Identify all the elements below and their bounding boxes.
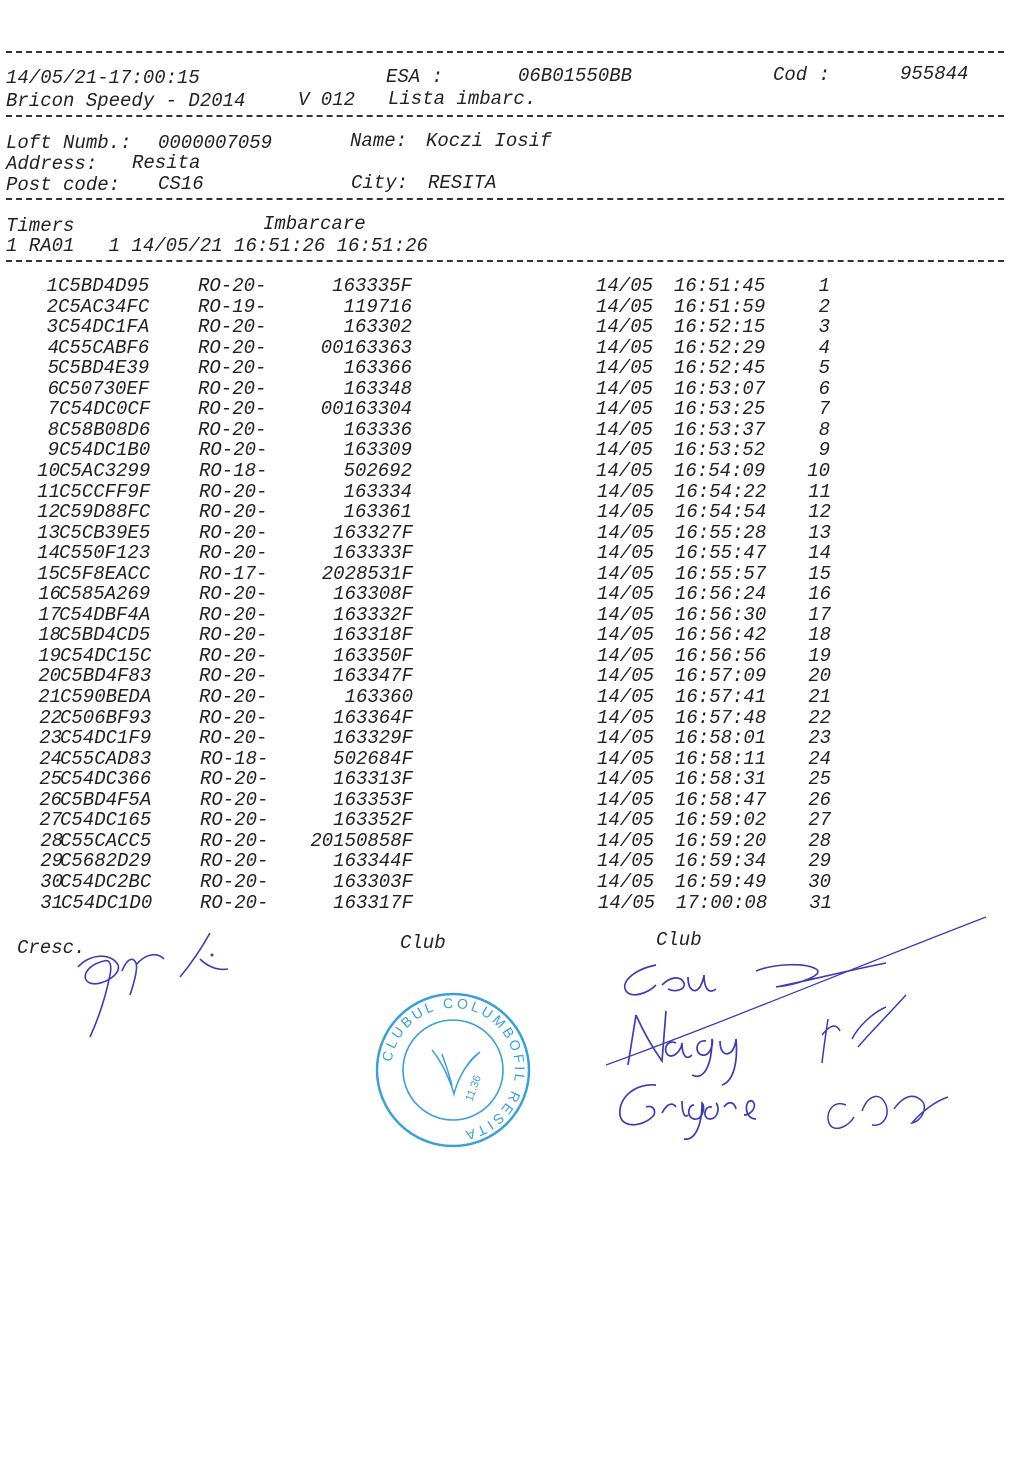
table-row xyxy=(0,338,1024,358)
arrival-date: 14/05 xyxy=(597,789,655,811)
ring-country-year: RO-20- xyxy=(198,357,267,379)
arrival-time: 16:53:37 xyxy=(674,419,766,441)
ring-country-year: RO-20- xyxy=(199,604,268,626)
stamp-code: 11.36 xyxy=(463,1073,484,1104)
chip-id: C54DC1B0 xyxy=(59,439,151,461)
ring-number: 163336 xyxy=(343,419,412,441)
arrival-order: 9 xyxy=(818,439,830,461)
arrival-time: 16:54:22 xyxy=(675,481,767,503)
device-version: V 012 xyxy=(298,89,356,111)
chip-id: C59D88FC xyxy=(59,501,151,523)
chip-id: C54DC165 xyxy=(60,809,152,831)
ring-country-year: RO-18- xyxy=(199,460,268,482)
arrival-time: 16:53:52 xyxy=(674,439,766,461)
arrival-order: 3 xyxy=(818,316,830,338)
club-label: Club xyxy=(400,932,446,954)
arrival-time: 16:55:47 xyxy=(675,542,767,564)
ring-country-year: RO-20- xyxy=(199,686,268,708)
row-index: 5 xyxy=(47,357,59,379)
ring-number: 00163363 xyxy=(320,337,412,359)
ring-number: 502692 xyxy=(343,460,412,482)
arrival-time: 17:00:08 xyxy=(676,892,768,914)
row-index: 10 xyxy=(37,460,60,482)
ring-country-year: RO-20- xyxy=(198,316,267,338)
ring-country-year: RO-18- xyxy=(200,748,269,770)
arrival-date: 14/05 xyxy=(597,501,655,523)
ring-country-year: RO-20- xyxy=(199,542,268,564)
arrival-time: 16:57:41 xyxy=(675,686,767,708)
table-row xyxy=(0,605,1024,625)
arrival-order: 5 xyxy=(818,357,830,379)
arrival-order: 7 xyxy=(818,398,830,420)
loft-label: Loft Numb.: xyxy=(6,132,132,154)
table-row xyxy=(0,769,1024,789)
arrival-order: 21 xyxy=(808,686,831,708)
owner-name: Koczi Iosif xyxy=(426,130,552,152)
arrival-time: 16:52:15 xyxy=(674,316,766,338)
committee-signatures xyxy=(596,915,996,1165)
stamp-text: CLUBUL COLUMBOFIL RESITA xyxy=(378,994,529,1145)
table-row xyxy=(0,297,1024,317)
arrival-date: 14/05 xyxy=(596,398,654,420)
row-index: 15 xyxy=(37,563,60,585)
ring-number: 00163304 xyxy=(320,398,412,420)
club-stamp xyxy=(372,990,534,1150)
ring-country-year: RO-20- xyxy=(199,727,268,749)
chip-id: C550F123 xyxy=(59,542,151,564)
row-index: 31 xyxy=(40,892,63,914)
ring-country-year: RO-20- xyxy=(198,419,267,441)
row-index: 14 xyxy=(37,542,60,564)
arrival-time: 16:51:45 xyxy=(674,275,766,297)
table-row xyxy=(0,666,1024,686)
chip-id: C5BD4CD5 xyxy=(59,624,151,646)
arrival-date: 14/05 xyxy=(597,748,655,770)
ring-number: 119716 xyxy=(343,296,412,318)
row-index: 16 xyxy=(38,583,61,605)
arrival-date: 14/05 xyxy=(597,830,655,852)
table-row xyxy=(0,872,1024,892)
arrival-order: 26 xyxy=(808,789,831,811)
chip-id: C54DC366 xyxy=(60,768,152,790)
table-row xyxy=(0,790,1024,810)
ring-number: 163318F xyxy=(333,624,413,646)
row-index: 20 xyxy=(38,665,61,687)
table-row xyxy=(0,379,1024,399)
ring-country-year: RO-20- xyxy=(198,275,267,297)
list-title: Lista imbarc. xyxy=(388,88,537,110)
ring-country-year: RO-19- xyxy=(198,296,267,318)
ring-country-year: RO-20- xyxy=(198,337,267,359)
ring-country-year: RO-20- xyxy=(199,645,268,667)
table-row xyxy=(0,523,1024,543)
arrival-time: 16:58:31 xyxy=(675,768,767,790)
ring-number: 163302 xyxy=(343,316,412,338)
row-index: 12 xyxy=(37,501,60,523)
arrival-date: 14/05 xyxy=(597,583,655,605)
table-row xyxy=(0,708,1024,728)
arrival-time: 16:53:07 xyxy=(674,378,766,400)
chip-id: C5BD4D95 xyxy=(58,275,150,297)
table-row xyxy=(0,749,1024,769)
arrival-order: 19 xyxy=(808,645,831,667)
arrival-order: 23 xyxy=(808,727,831,749)
city-value: RESITA xyxy=(428,172,497,194)
row-index: 13 xyxy=(37,522,60,544)
divider xyxy=(6,260,1004,262)
ring-number: 502684F xyxy=(333,748,413,770)
arrival-order: 31 xyxy=(809,892,832,914)
arrival-time: 16:53:25 xyxy=(674,398,766,420)
arrival-time: 16:59:20 xyxy=(675,830,767,852)
address-value: Resita xyxy=(132,152,201,174)
arrival-order: 20 xyxy=(808,665,831,687)
arrival-time: 16:57:09 xyxy=(675,665,767,687)
ring-number: 2028531F xyxy=(321,563,413,585)
arrival-date: 14/05 xyxy=(597,850,655,872)
arrival-date: 14/05 xyxy=(597,604,655,626)
table-row xyxy=(0,317,1024,337)
table-row xyxy=(0,543,1024,563)
arrival-order: 30 xyxy=(808,871,831,893)
table-row xyxy=(0,420,1024,440)
arrival-date: 14/05 xyxy=(596,275,654,297)
post-code-label: Post code: xyxy=(6,174,121,196)
table-row xyxy=(0,831,1024,851)
ring-country-year: RO-20- xyxy=(200,871,269,893)
arrival-order: 10 xyxy=(807,460,830,482)
row-index: 30 xyxy=(40,871,63,893)
arrival-order: 8 xyxy=(818,419,830,441)
arrival-date: 14/05 xyxy=(597,522,655,544)
ring-number: 163308F xyxy=(333,583,413,605)
chip-id: C5F8EACC xyxy=(59,563,151,585)
row-index: 3 xyxy=(46,316,58,338)
table-row xyxy=(0,461,1024,481)
ring-country-year: RO-20- xyxy=(199,624,268,646)
device-name: Bricon Speedy - D2014 xyxy=(6,90,246,112)
arrival-order: 6 xyxy=(818,378,830,400)
arrival-time: 16:57:48 xyxy=(675,707,767,729)
arrival-date: 14/05 xyxy=(597,727,655,749)
row-index: 21 xyxy=(38,686,61,708)
chip-id: C54DBF4A xyxy=(59,604,151,626)
arrival-time: 16:59:34 xyxy=(675,850,767,872)
cod-label: Cod : xyxy=(773,64,831,86)
ring-number: 163360 xyxy=(344,686,413,708)
arrival-time: 16:52:45 xyxy=(674,357,766,379)
ring-number: 163334 xyxy=(343,481,412,503)
club-label: Club xyxy=(656,929,702,951)
chip-id: C5AC3299 xyxy=(59,460,151,482)
chip-id: C55CABF6 xyxy=(58,337,150,359)
divider xyxy=(6,115,1004,117)
arrival-time: 16:54:09 xyxy=(674,460,766,482)
arrival-date: 14/05 xyxy=(596,337,654,359)
table-row xyxy=(0,440,1024,460)
row-index: 2 xyxy=(46,296,58,318)
chip-id: C5CB39E5 xyxy=(59,522,151,544)
svg-text:CLUBUL COLUMBOFIL RESITA xyxy=(378,995,528,1144)
arrival-order: 12 xyxy=(808,501,831,523)
ring-country-year: RO-20- xyxy=(200,768,269,790)
ring-number: 163353F xyxy=(333,789,413,811)
arrival-date: 14/05 xyxy=(596,357,654,379)
ring-number: 163347F xyxy=(333,665,413,687)
arrival-date: 14/05 xyxy=(597,686,655,708)
arrival-order: 13 xyxy=(808,522,831,544)
breeder-signature xyxy=(60,925,250,1050)
ring-country-year: RO-20- xyxy=(199,583,268,605)
arrival-order: 2 xyxy=(818,296,830,318)
ring-country-year: RO-20- xyxy=(200,830,269,852)
ring-country-year: RO-20- xyxy=(198,378,267,400)
row-index: 28 xyxy=(40,830,63,852)
ring-number: 163327F xyxy=(333,522,413,544)
chip-id: C54DC1FA xyxy=(58,316,150,338)
row-index: 6 xyxy=(47,378,59,400)
ring-country-year: RO-20- xyxy=(199,665,268,687)
arrival-time: 16:56:42 xyxy=(675,624,767,646)
ring-country-year: RO-20- xyxy=(199,501,268,523)
arrival-date: 14/05 xyxy=(596,316,654,338)
row-index: 8 xyxy=(47,419,59,441)
chip-id: C54DC0CF xyxy=(59,398,151,420)
arrival-date: 14/05 xyxy=(596,460,654,482)
arrival-order: 18 xyxy=(808,624,831,646)
row-index: 17 xyxy=(38,604,61,626)
arrival-time: 16:55:28 xyxy=(675,522,767,544)
table-row xyxy=(0,358,1024,378)
arrival-date: 14/05 xyxy=(598,892,656,914)
ring-number: 163366 xyxy=(343,357,412,379)
arrival-time: 16:55:57 xyxy=(675,563,767,585)
chip-id: C54DC2BC xyxy=(60,871,152,893)
table-row xyxy=(0,482,1024,502)
loft-number: 0000007059 xyxy=(158,132,273,154)
table-row xyxy=(0,893,1024,913)
arrival-date: 14/05 xyxy=(597,542,655,564)
row-index: 4 xyxy=(47,337,59,359)
arrival-date: 14/05 xyxy=(596,378,654,400)
row-index: 7 xyxy=(47,398,59,420)
timer-line: 1 RA01 1 14/05/21 16:51:26 16:51:26 xyxy=(6,235,428,257)
arrival-order: 16 xyxy=(808,583,831,605)
ring-country-year: RO-17- xyxy=(199,563,268,585)
ring-country-year: RO-20- xyxy=(200,789,269,811)
arrival-time: 16:58:47 xyxy=(675,789,767,811)
arrival-order: 24 xyxy=(808,748,831,770)
arrival-date: 14/05 xyxy=(597,563,655,585)
arrival-date: 14/05 xyxy=(597,481,655,503)
row-index: 26 xyxy=(39,789,62,811)
ring-number: 163344F xyxy=(333,850,413,872)
chip-id: C585A269 xyxy=(59,583,151,605)
arrival-date: 14/05 xyxy=(597,645,655,667)
arrival-date: 14/05 xyxy=(596,439,654,461)
arrival-order: 15 xyxy=(808,563,831,585)
chip-id: C55CACC5 xyxy=(60,830,152,852)
arrival-time: 16:56:30 xyxy=(675,604,767,626)
row-index: 24 xyxy=(39,748,62,770)
chip-id: C5BD4F5A xyxy=(60,789,152,811)
arrival-order: 17 xyxy=(808,604,831,626)
chip-id: C590BEDA xyxy=(60,686,152,708)
row-index: 9 xyxy=(47,439,59,461)
row-index: 18 xyxy=(38,624,61,646)
ring-number: 163352F xyxy=(333,809,413,831)
arrival-time: 16:59:02 xyxy=(675,809,767,831)
address-label: Address: xyxy=(6,153,98,175)
chip-id: C5682D29 xyxy=(60,850,152,872)
ring-number: 163350F xyxy=(333,645,413,667)
table-row xyxy=(0,276,1024,296)
ring-country-year: RO-20- xyxy=(198,398,267,420)
row-index: 19 xyxy=(38,645,61,667)
arrival-time: 16:58:11 xyxy=(675,748,767,770)
table-row xyxy=(0,502,1024,522)
arrival-order: 4 xyxy=(818,337,830,359)
arrival-time: 16:52:29 xyxy=(674,337,766,359)
chip-id: C54DC15C xyxy=(60,645,152,667)
chip-id: C54DC1D0 xyxy=(61,892,153,914)
arrival-date: 14/05 xyxy=(597,665,655,687)
post-code-value: CS16 xyxy=(158,173,204,195)
chip-id: C5CCFF9F xyxy=(59,481,151,503)
arrival-time: 16:56:24 xyxy=(675,583,767,605)
chip-id: C5BD4E39 xyxy=(58,357,150,379)
ring-number: 163361 xyxy=(343,501,412,523)
imbarcare-label: Imbarcare xyxy=(263,213,366,235)
ring-number: 163335F xyxy=(332,275,412,297)
arrival-date: 14/05 xyxy=(597,871,655,893)
arrival-date: 14/05 xyxy=(597,624,655,646)
arrival-time: 16:56:56 xyxy=(675,645,767,667)
ring-number: 163309 xyxy=(343,439,412,461)
ring-country-year: RO-20- xyxy=(200,892,269,914)
table-row xyxy=(0,584,1024,604)
arrival-order: 25 xyxy=(808,768,831,790)
ring-country-year: RO-20- xyxy=(199,439,268,461)
print-datetime: 14/05/21-17:00:15 xyxy=(6,67,200,89)
esa-value: 06B01550BB xyxy=(518,65,633,87)
arrival-order: 28 xyxy=(808,830,831,852)
chip-id: C506BF93 xyxy=(60,707,152,729)
table-row xyxy=(0,851,1024,871)
city-label: City: xyxy=(351,172,409,194)
arrival-date: 14/05 xyxy=(597,768,655,790)
table-row xyxy=(0,399,1024,419)
ring-number: 163332F xyxy=(333,604,413,626)
arrival-date: 14/05 xyxy=(596,296,654,318)
chip-id: C55CAD83 xyxy=(60,748,152,770)
name-label: Name: xyxy=(350,130,408,152)
arrival-date: 14/05 xyxy=(597,707,655,729)
cresc-label: Cresc. xyxy=(17,937,86,959)
table-row xyxy=(0,728,1024,748)
row-index: 22 xyxy=(39,707,62,729)
arrival-time: 16:59:49 xyxy=(675,871,767,893)
ring-country-year: RO-20- xyxy=(200,809,269,831)
ring-country-year: RO-20- xyxy=(200,850,269,872)
ring-number: 163317F xyxy=(333,892,413,914)
row-index: 23 xyxy=(39,727,62,749)
arrival-order: 14 xyxy=(808,542,831,564)
cod-value: 955844 xyxy=(900,63,969,85)
chip-id: C50730EF xyxy=(58,378,150,400)
esa-label: ESA : xyxy=(386,66,444,88)
row-index: 27 xyxy=(39,809,62,831)
table-row xyxy=(0,564,1024,584)
arrival-time: 16:58:01 xyxy=(675,727,767,749)
ring-number: 163348 xyxy=(343,378,412,400)
chip-id: C54DC1F9 xyxy=(60,727,152,749)
arrival-time: 16:51:59 xyxy=(674,296,766,318)
arrival-order: 29 xyxy=(808,850,831,872)
ring-number: 163303F xyxy=(333,871,413,893)
row-index: 1 xyxy=(46,275,58,297)
ring-number: 163329F xyxy=(333,727,413,749)
ring-number: 163333F xyxy=(333,542,413,564)
table-row xyxy=(0,810,1024,830)
row-index: 29 xyxy=(40,850,63,872)
row-index: 11 xyxy=(37,481,60,503)
arrival-order: 27 xyxy=(808,809,831,831)
arrival-order: 1 xyxy=(818,275,830,297)
arrival-date: 14/05 xyxy=(597,809,655,831)
table-row xyxy=(0,646,1024,666)
chip-id: C5AC34FC xyxy=(58,296,150,318)
arrival-order: 11 xyxy=(808,481,831,503)
table-row xyxy=(0,687,1024,707)
chip-id: C5BD4F83 xyxy=(60,665,152,687)
arrival-order: 22 xyxy=(808,707,831,729)
divider xyxy=(6,198,1004,200)
ring-number: 163313F xyxy=(333,768,413,790)
arrival-date: 14/05 xyxy=(596,419,654,441)
divider xyxy=(6,51,1004,53)
row-index: 25 xyxy=(39,768,62,790)
ring-country-year: RO-20- xyxy=(199,522,268,544)
ring-country-year: RO-20- xyxy=(199,481,268,503)
ring-number: 20150858F xyxy=(310,830,413,852)
timers-title: Timers xyxy=(6,215,75,237)
ring-country-year: RO-20- xyxy=(199,707,268,729)
chip-id: C58B08D6 xyxy=(59,419,151,441)
arrival-time: 16:54:54 xyxy=(675,501,767,523)
ring-number: 163364F xyxy=(333,707,413,729)
table-row xyxy=(0,625,1024,645)
